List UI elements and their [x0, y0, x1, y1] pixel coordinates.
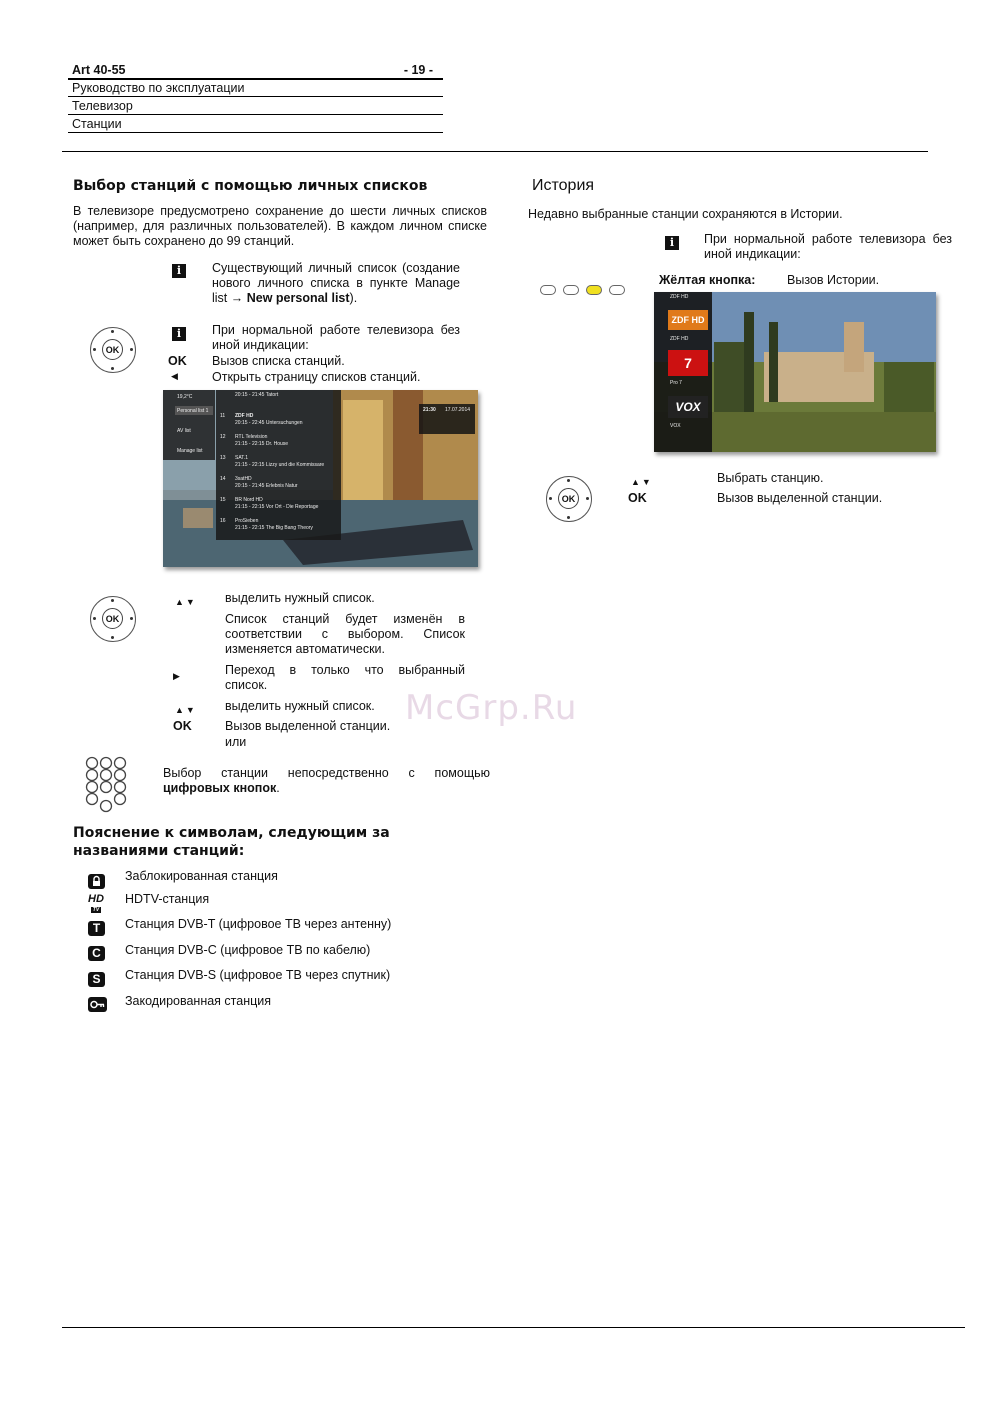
dvb-t-icon: T [88, 921, 105, 936]
ok-call-list-text: Вызов списка станций. [212, 354, 345, 368]
legend-dvb-t: Станция DVB-T (цифровое ТВ через антенну) [125, 917, 392, 931]
info-icon: i [172, 264, 186, 278]
tv-screen-station-lists [163, 390, 478, 567]
tv-row-programme: 20:15 - 22:45 Untersuchungen [235, 420, 303, 426]
step-select-list: выделить нужный список. [225, 591, 375, 605]
tv-row-programme: 21:15 - 22:15 Lizzy und die Kommissare [235, 462, 325, 468]
tv-history-channel: ZDF HD [670, 294, 689, 300]
step-goto-list: Переход в только что выбранный список. [225, 663, 465, 692]
header-tv: Телевизор [68, 98, 443, 115]
tv-row-programme: 20:15 - 21:45 Erlebnis Natur [235, 483, 298, 489]
tv-row-programme: 21:15 - 22:15 Vor Ort - Die Reportage [235, 504, 319, 510]
tv-clock: 21:30 [423, 407, 436, 413]
header-divider [62, 151, 928, 152]
legend-dvb-s: Станция DVB-S (цифровое ТВ через спутник) [125, 968, 391, 982]
left-arrow-icon: ◀ [171, 371, 178, 381]
tv-temperature: 19,2°C [177, 394, 193, 400]
tv-row-station: ProSieben [235, 518, 259, 524]
tv-row-station: ZDF HD [235, 413, 254, 419]
legend-locked: Заблокированная станция [125, 869, 278, 883]
tv-row-station: RTL Television [235, 434, 268, 440]
blue-button-icon [609, 285, 625, 295]
header-manual: Руководство по эксплуатации [68, 80, 443, 97]
tv-row-number: 16 [220, 518, 226, 524]
header-model-row [68, 62, 443, 80]
tv-side-personal-list: Personal list 1 [177, 408, 209, 414]
info-icon: i [172, 327, 186, 341]
vox-logo: VOX [668, 396, 708, 418]
ok-call-station-text: Вызов выделенной станции. [225, 719, 391, 733]
tv-row-number: 14 [220, 476, 226, 482]
hd-icon: HD TV [88, 893, 104, 913]
ok-key-label: OK [628, 491, 647, 505]
history-info: При нормальной работе телевизора без иной индикации: [704, 232, 952, 261]
ok-key-label: OK [168, 354, 187, 368]
history-ok-text: Вызов выделенной станции. [717, 491, 883, 505]
tv-row-station: 20:15 - 21:45 Tatort [235, 392, 279, 398]
ok-key-label: OK [173, 719, 192, 733]
tv-date: 17.07.2014 [445, 407, 471, 413]
legend-title: Пояснение к символам, следующим за названиями станций: [73, 825, 390, 859]
section-title-personal-lists: Выбор станций с помощью личных списков [73, 178, 428, 194]
header-page: - 19 - [403, 63, 433, 77]
watermark: McGrp.Ru [405, 688, 578, 728]
up-down-arrows-icon: ▲▼ [631, 477, 653, 487]
info-normal-operation: При нормальной работе телевизора без иной индикации: [212, 323, 460, 352]
pro7-logo: 7 [668, 350, 708, 376]
tv-row-number: 11 [220, 413, 226, 419]
tv-row-programme: 21:15 - 22:15 Dr. House [235, 441, 289, 447]
up-down-arrows-icon: ▲▼ [175, 597, 197, 607]
yellow-button-text: Вызов Истории. [787, 273, 880, 287]
info-existing-list: Существующий личный список (создание нового личного списка в пункте Manage list → New personal list). [212, 261, 460, 305]
yellow-button-label: Жёлтая кнопка: [659, 273, 756, 287]
step-auto-change: Список станций будет изменён в соответствии с выбором. Список изменяется автоматически. [225, 612, 465, 656]
tv-row-number: 15 [220, 497, 226, 503]
history-select-station: Выбрать станцию. [717, 471, 824, 485]
dvb-c-icon: C [88, 946, 105, 961]
or-text: или [225, 735, 247, 749]
tv-row-number: 13 [220, 455, 226, 461]
tv-history-channel: VOX [670, 423, 681, 429]
tv-row-station: BR Nord HD [235, 497, 263, 503]
tv-side-manage-list: Manage list [177, 448, 203, 454]
green-button-icon [563, 285, 579, 295]
right-arrow-icon: ▶ [173, 671, 180, 681]
key-icon [88, 997, 107, 1012]
tv-history-channel: Pro 7 [670, 380, 682, 386]
zdf-logo: ZDF HD [668, 310, 708, 330]
legend-dvb-c: Станция DVB-C (цифровое ТВ по кабелю) [125, 943, 371, 957]
dvb-s-icon: S [88, 972, 105, 987]
legend-encrypted: Закодированная станция [125, 994, 272, 1008]
tv-row-programme: 21:15 - 22:15 The Big Bang Theory [235, 525, 313, 531]
legend-hdtv: HDTV-станция [125, 892, 210, 906]
history-title: История [532, 177, 595, 194]
open-lists-text: Открыть страницу списков станций. [212, 370, 421, 384]
tv-screen-history [654, 292, 936, 452]
history-intro: Недавно выбранные станции сохраняются в Истории. [528, 207, 843, 221]
info-icon: i [665, 236, 679, 250]
tv-history-channel: ZDF HD [670, 336, 689, 342]
lock-icon [88, 874, 105, 889]
intro-paragraph: В телевизоре предусмотрено сохранение до шести личных списков (например, для различных пользователей). В каждом личном списке может быть сохранено до 99 станций. [73, 204, 487, 248]
ok-navigation-pad: OK [90, 327, 136, 373]
footer-divider [62, 1327, 965, 1328]
up-down-arrows-icon: ▲▼ [175, 705, 197, 715]
header-model: Art 40-55 [72, 63, 126, 77]
tv-row-station: 3satHD [235, 476, 252, 482]
yellow-button-icon [586, 285, 602, 295]
digits-text: Выбор станции непосредственно с помощью цифровых кнопок. [163, 766, 490, 795]
tv-row-number: 12 [220, 434, 226, 440]
ok-navigation-pad: OK [90, 596, 136, 642]
red-button-icon [540, 285, 556, 295]
header-stations: Станции [68, 116, 443, 133]
ok-navigation-pad: OK [546, 476, 592, 522]
tv-side-av-list: AV list [177, 428, 191, 434]
step-select-list-2: выделить нужный список. [225, 699, 375, 713]
tv-row-station: SAT.1 [235, 455, 248, 461]
digit-keypad-icon [84, 756, 130, 814]
